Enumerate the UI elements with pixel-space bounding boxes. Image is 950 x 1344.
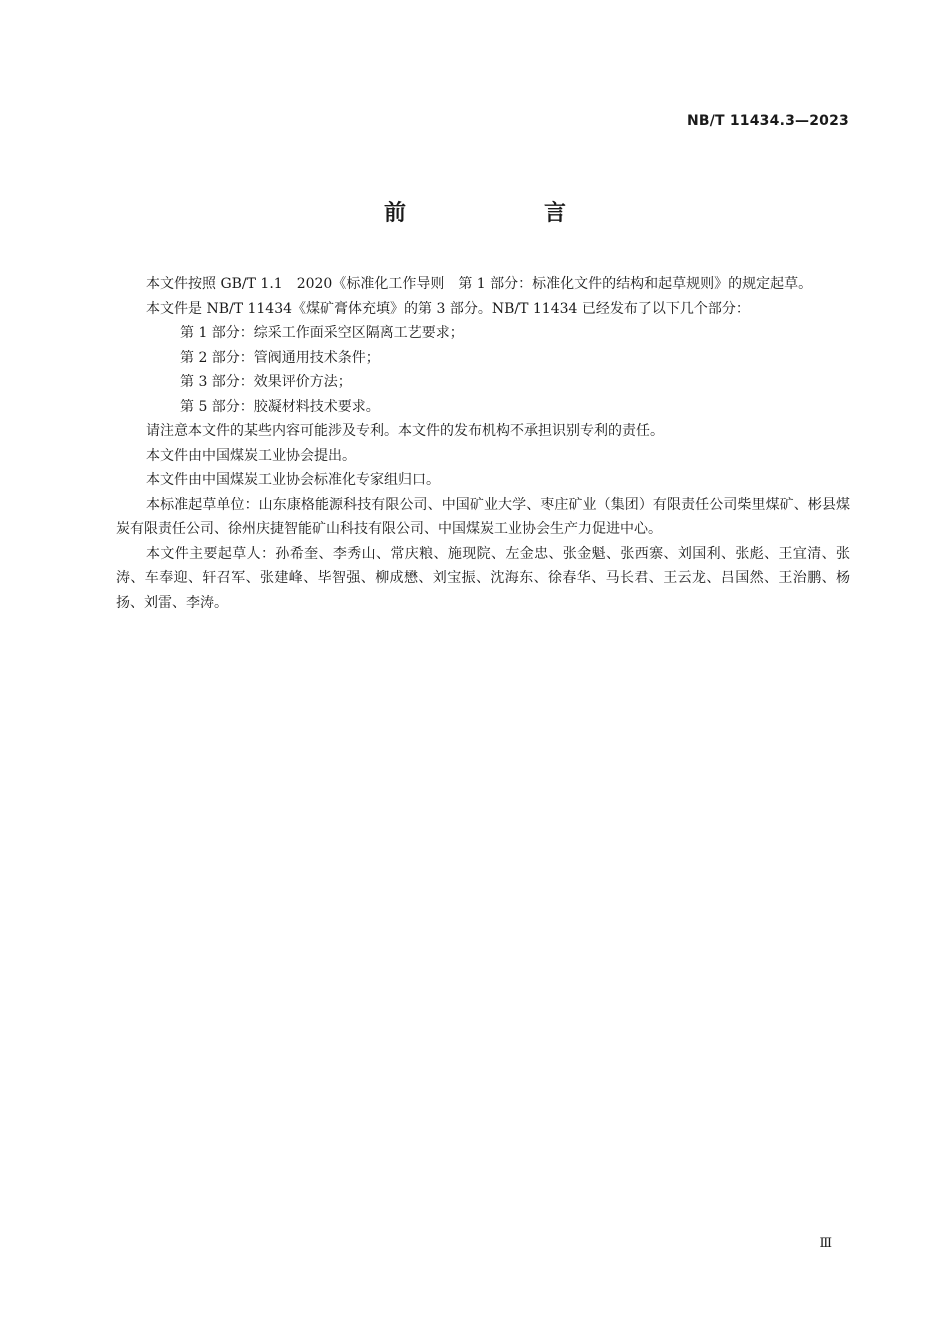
paragraph-series-parts: 本文件是 NB/T 11434《煤矿膏体充填》的第 3 部分。NB/T 11434 已经发布了以下几个部分： — [146, 300, 750, 317]
document-code: NB/T 11434.3—2023 — [686, 113, 849, 129]
paragraph-administrator: 本文件由中国煤炭工业协会标准化专家组归口。 — [146, 472, 440, 488]
paragraph-drafting-rules: 本文件按照 GB/T 1.1 2020《标准化工作导则 第 1 部分：标准化文件的结构和起草规则》的规定起草。 — [146, 276, 813, 292]
list-item-part-2: 第 2 部分：管阀通用技术条件； — [180, 349, 380, 366]
list-item-part-3: 第 3 部分：效果评价方法； — [180, 374, 352, 390]
foreword-body — [116, 272, 850, 615]
paragraph-drafters: 本文件主要起草人：孙希奎、李秀山、常庆粮、施现院、左金忠、张金魁、张西寨、刘国利、张彪、王宜清、张涛、车奉迎、轩召军、张建峰、毕智强、柳成懋、刘宝振、沈海东、徐春华、马长君、王云龙、吕国然、王治鹏、杨扬、刘雷、李涛。 — [116, 545, 850, 611]
page-title: 前 言 — [383, 201, 624, 226]
list-item-part-5: 第 5 部分：胶凝材料技术要求。 — [180, 398, 380, 415]
page-number: Ⅲ — [819, 1236, 832, 1251]
paragraph-patent-notice: 请注意本文件的某些内容可能涉及专利。本文件的发布机构不承担识别专利的责任。 — [146, 423, 664, 439]
list-item-part-1: 第 1 部分：综采工作面采空区隔离工艺要求； — [180, 325, 464, 341]
paragraph-proposer: 本文件由中国煤炭工业协会提出。 — [146, 447, 356, 464]
paragraph-drafting-units: 本标准起草单位：山东康格能源科技有限公司、中国矿业大学、枣庄矿业（集团）有限责任公司柴里煤矿、彬县煤炭有限责任公司、徐州庆捷智能矿山科技有限公司、中国煤炭工业协会生产力促进中心。 — [116, 496, 850, 537]
